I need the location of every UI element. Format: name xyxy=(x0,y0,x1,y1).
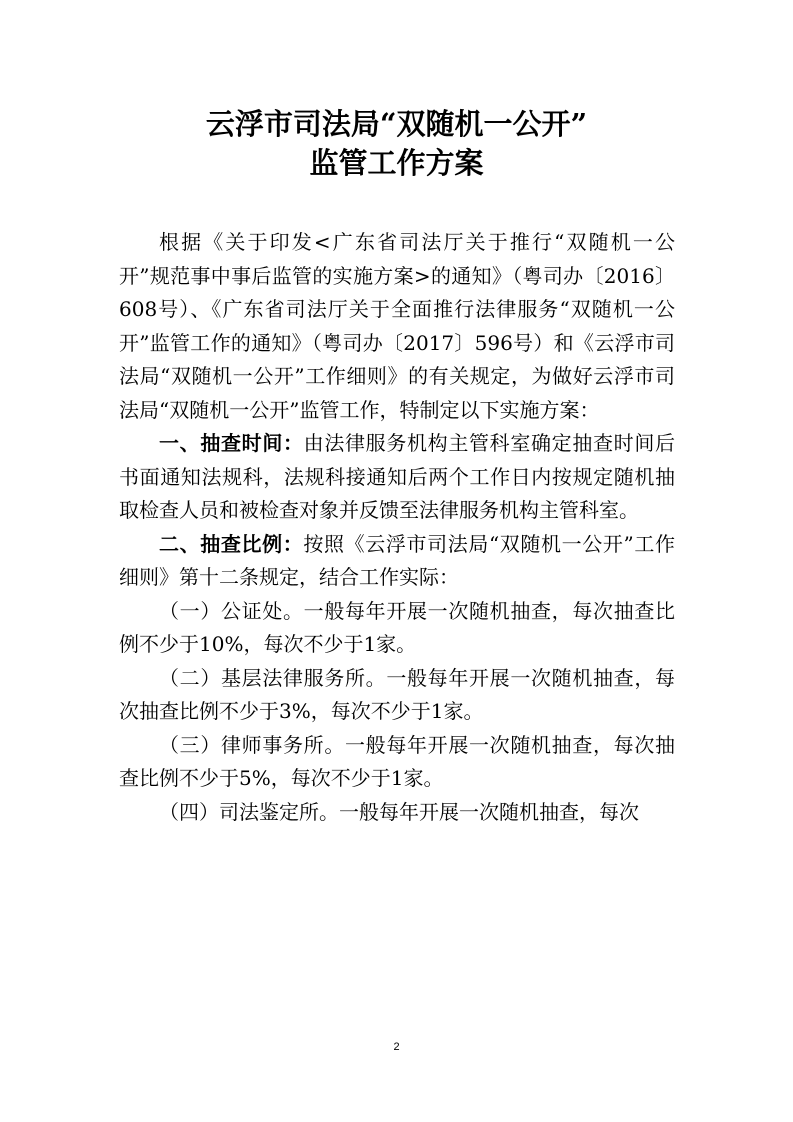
paragraph-text: （一）公证处。一般每年开展一次随机抽查，每次抽查比例不少于10%，每次不少于1家。 xyxy=(119,598,675,656)
document-body xyxy=(119,226,675,829)
section-heading: 二、抽查比例： xyxy=(159,531,304,556)
paragraph-inspection-ratio xyxy=(119,528,675,595)
paragraph-text: （四）司法鉴定所。一般每年开展一次随机抽查，每次 xyxy=(159,799,639,824)
page-number: 2 xyxy=(393,1041,400,1053)
paragraph-basis xyxy=(119,226,675,427)
paragraph-law-firm xyxy=(119,729,675,796)
paragraph-text: 由法律服务机构主管科室确定抽查时间后书面通知法规科，法规科接通知后两个工作日内按规定随机抽取检查人员和被检查对象并反馈至法律服务机构主管科室。 xyxy=(119,431,676,522)
paragraph-inspection-time xyxy=(119,427,675,528)
section-heading: 一、抽查时间： xyxy=(159,431,304,455)
paragraph-text: 根据《关于印发<广东省司法厅关于推行“双随机一公开”规范事中事后监管的实施方案>的通知》（粤司办〔2016〕608号）、《广东省司法厅关于全面推行法律服务“双随机一公开”监管工作的通知》（粤司办〔2017〕596号）和《云浮市司法局“双随机一公开”工作细则》的有关规定，为做好云浮市司法局“双随机一公开”监管工作，特制定以下实施方案： xyxy=(119,230,675,422)
paragraph-text: （二）基层法律服务所。一般每年开展一次随机抽查，每次抽查比例不少于3%，每次不少于1家。 xyxy=(119,665,675,723)
paragraph-grassroots-legal-service xyxy=(119,662,675,729)
paragraph-notary-office xyxy=(119,595,675,662)
document-title-line-1: 云浮市司法局“双随机一公开” xyxy=(205,107,588,141)
paragraph-text: 按照《云浮市司法局“双随机一公开”工作细则》第十二条规定，结合工作实际： xyxy=(119,531,676,589)
paragraph-judicial-appraisal xyxy=(119,796,675,830)
paragraph-text: （三）律师事务所。一般每年开展一次随机抽查，每次抽查比例不少于5%，每次不少于1家。 xyxy=(119,732,675,790)
document-title-line-2: 监管工作方案 xyxy=(309,146,484,180)
